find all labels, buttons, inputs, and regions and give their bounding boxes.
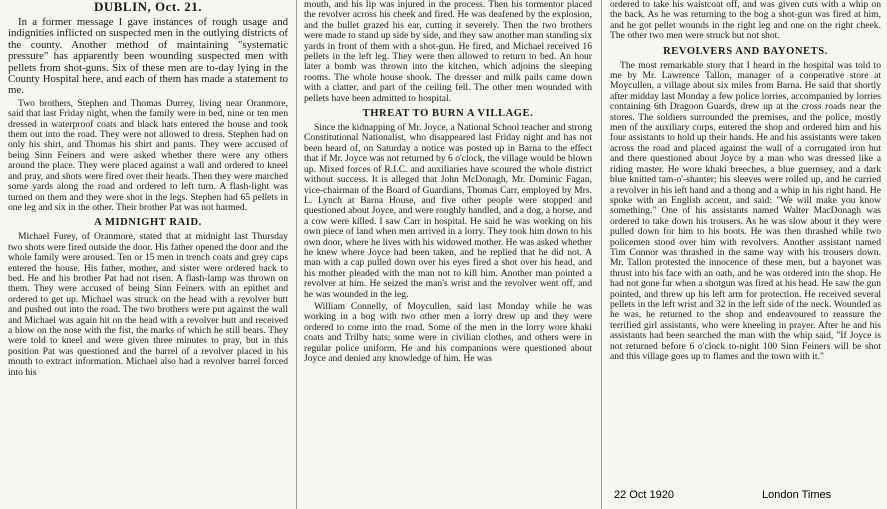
joyce-kidnapping-paragraph: Since the kidnapping of Mr. Joyce, a National School teacher and strong Constitutional Nationalist, who disappeared last Friday night and has not been heard of, on Saturday a notice was posted up in Barna to the effect that if Mr. Joyce was not returned by 6 o'clock, the village would be blown up. Mixed forces of R.I.C. and auxiliaries have scoured the whole district without success. It is alleged that John McDonagh, Mr. Dominic Fagan, vice-chairman of the Board of Guardians, Thomas Carr, employed by Mrs. L. Lynch at Barna House, and five other people were stopped and questioned about Joyce, and were roughly handled, and a dog, a horse, and a cow were killed. I saw Carr in hospital. He said he was working on his own piece of land when men arrived in a lorry. They took him down to his own door, where he lives with his widowed mother. He was asked whether he knew where Joyce had been taken, and he replied that he did not. A man with a cap pulled down over his eyes fired a shot over his head, and his mother pleaded with the man not to kill him. Another man pointed a revolver at him. He seized the man's wrist and the revolver went off, and he was wounded in the leg. [304, 122, 592, 300]
section-heading-revolvers-bayonets: REVOLVERS AND BAYONETS. [663, 45, 828, 57]
column-rule [296, 0, 297, 509]
column-2 [298, 0, 598, 509]
dateline: DUBLIN, Oct. 21. [93, 0, 203, 14]
lead-paragraph: In a former message I gave instances of rough usage and indignities inflicted on suspected men in the outlying districts of the county. Another method of maintaining "systematic pressure" has apparently been wounding suspected men with pellets from shot-guns. Six of these men are to-day lying in the County Hospital here, and each of them has made a statement to me. [8, 16, 288, 97]
section-heading-midnight-raid: A MIDNIGHT RAID. [94, 217, 202, 229]
tallon-paragraph: The most remarkable story that I heard in the hospital was told to me by Mr. Lawrence Tallon, manager of a cooperative store at Moycullen, a village about six miles from Barna. He said that shortly after midday last Monday a few police lorries, accompanied by lorries containing 6th Dragoon Guards, drew up at the cross roads near the stores. The soldiers surrounded the premises, and the police, mostly men of the auxiliary corps, entered the shop and ordered him and his four assistants to hold up their hands. He and his assistants were taken across the road and placed against the wall of a corrugated iron hut and there questioned about Joyce by a man who was dressed like a riding master. He wore khaki breeches, a blue guernsey, and a dark blue knitted tam-o'-shanter; his sleeves were rolled up, and he carried a revolver in his left hand and a thong and a whip in his right hand. He spoke with an English accent, and said: "We will make you know something." One of his assistants named Walter MacDonagh was ordered to take down his trousers. As he was slow about it they were pulled down for him to his boots. He was then thrashed while two policemen stood over him with revolvers. Another assistant named Tim Connor was thrashed in the same way with his trousers down. Mr. Tallon protested the innocence of these men, but a bayonet was thrust into his face with an oath, and he was ordered into the shop. He had not gone far when a shotgun was fired at his head. He saw the gun pointed, and threw up his left arm for protection. He received several pellets in the left wrist and 32 in the left side of the neck. Wounded as he was, he returned to the shop and endeavoured to reassure the terrified girl assistants, who were kneeling in prayer. After he and his assistants had been searched the man with the whip said, "If Joyce is not returned before 6 o'clock to-night 100 Sinn Feiners will be shot and this village goes up to flames and the town with it." [610, 59, 881, 362]
furey-paragraph: Michael Furey, of Oranmore, stated that at midnight last Thursday two shots were fired outside the door. His father opened the door and the whole family were aroused. Ten or 15 men in trench coats and grey caps entered the house. His father, mother, and sister were ordered back to bed. He and his brother Pat had not risen. A flash-lamp was thrown on them. They were accused of being Sinn Feiners with an epithet and ordered to get up. Michael was struck on the head with a revolver butt and pushed out into the road. The two brothers were put against the wall and Michael was again hit on the head with a revolver butt and received a blow on the nose with the fist, the marks of which he still bears. They were told to kneel and were given three minutes to pray, but in this position Pat was questioned and the barrel of a revolver placed in his mouth to extract information. Michael also had a revolver barrel forced into his [8, 231, 288, 378]
caption-date: 22 Oct 1920 [614, 489, 674, 501]
column-3 [604, 0, 885, 509]
caption-source: London Times [762, 489, 832, 501]
durrey-paragraph: Two brothers, Stephen and Thomas Durrey, living near Oranmore, said that last Friday night, when the family were in bed, nine or ten men dressed in waterproof coats and black hats entered the house and took them out into the road. They were not allowed to dress. Stephen had on only his shirt, and Thomas his shirt and pants. They were accused of being Sinn Feiners and were asked whether there were any others around the place. They were placed against a wall and ordered to kneel and pray, and shots were fired over their heads. Then they were marched some yards along the road and ordered to left turn. A flash-light was turned on them and they were shot in the legs. Stephen had 65 pellets in one leg and six in the other. Their brother Pat was not harmed. [8, 97, 288, 213]
column-1 [2, 0, 292, 509]
section-heading-threat-to-burn: THREAT TO BURN A VILLAGE. [362, 108, 534, 120]
connelly-paragraph: William Connelly, of Moycullen, said last Monday while he was working in a bog with two other men a lorry drew up and they were ordered to come into the road. Some of the men in the lorry wore khaki coats and Trilby hats; some were in civilian clothes, and others were in regular police uniform. He and his companions were questioned about Joyce and denied any knowledge of him. He was [304, 300, 592, 364]
connelly-continued-paragraph: ordered to take his waistcoat off, and was given cuts with a whip on the back. As he was returning to the bog a shot-gun was fired at him, and he got pellet wounds in the right leg and one on the right cheek. The other two men were struck but not shot. [610, 0, 881, 42]
column-rule [601, 0, 602, 509]
furey-continued-paragraph: mouth, and his lip was injured in the process. Then his tormentor placed the revolver across his cheek and fired. He was deafened by the explosion, and the bullet grazed his ear, cutting it severely. Then the two brothers were made to stand up side by side, and they saw another man standing six yards in front of them with a shot-gun. He fired, and Michael received 16 pellets in the left leg. They were then allowed to return to bed. An hour later a bomb was thrown into the kitchen, which adjoins the sleeping rooms. The whole house shook. The dresser and milk pails came down with a clatter, and part of the ceiling fell. The other men wounded with pellets have been admitted to hospital. [304, 0, 592, 104]
